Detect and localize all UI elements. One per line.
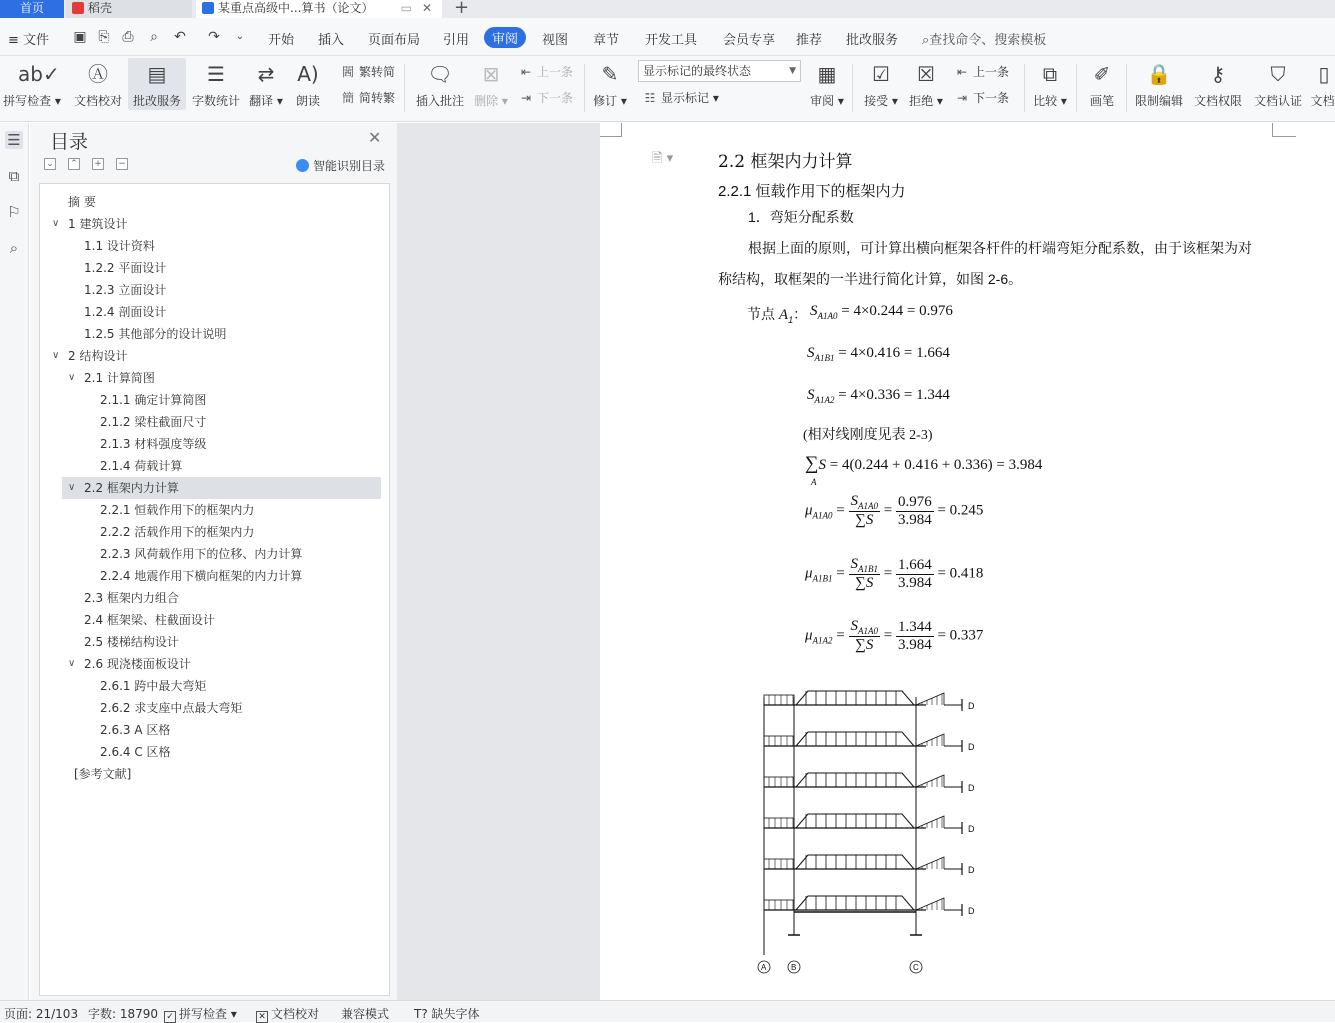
page-indicator[interactable]: 页面: 21/103 (4, 1007, 79, 1021)
close-tab-icon[interactable]: ✕ (421, 1, 432, 15)
smart-toc-button[interactable]: 智能识别目录 (296, 157, 385, 174)
chevron-down-icon[interactable]: ∨ (52, 350, 60, 361)
tab-home[interactable] (0, 0, 64, 18)
writer-doc-icon (202, 2, 214, 14)
toc-item-label: 2.1.1 确定计算简图 (100, 393, 207, 407)
status-spell-check[interactable]: ✓ 拼写检查 ▾ (164, 1005, 237, 1023)
proofread-icon: Ⓐ (88, 62, 108, 86)
toc-item-label: 1.2.3 立面设计 (84, 283, 167, 297)
separator (404, 64, 405, 112)
support-label: D (968, 906, 975, 916)
menu-chapter[interactable]: 章节 (593, 33, 620, 48)
next-change-button[interactable]: ⇥ 下一条 (954, 89, 1009, 106)
menu-page-layout[interactable]: 页面布局 (368, 33, 421, 48)
chevron-down-icon: ▼ (789, 66, 796, 76)
chevron-down-icon[interactable]: ∨ (68, 658, 76, 669)
accept-button[interactable]: ☑ 接受 ▾ (864, 62, 898, 108)
toc-item[interactable] (40, 675, 389, 697)
search-placeholder: 查找命令、搜索模板 (929, 33, 1047, 48)
cantilever-load (764, 695, 794, 705)
document-proof-button[interactable]: Ⓐ 文档校对 (73, 62, 122, 108)
checkbox-icon: ✓ (164, 1011, 176, 1023)
toc-item[interactable] (40, 653, 389, 675)
toc-item[interactable] (40, 455, 389, 477)
delete-comment-button[interactable]: ⊠ 删除 ▾ (474, 62, 508, 108)
menu-references[interactable]: 引用 (443, 33, 470, 48)
search-icon: ⌕ (922, 33, 930, 48)
toc-item[interactable] (40, 389, 389, 411)
toc-item[interactable] (40, 741, 389, 763)
axis-label: B (791, 963, 797, 972)
ribbon-toolbar (0, 56, 1335, 122)
paragraph-line: 根据上面的原则，可计算出横向框架各杆件的杆端弯矩分配系数，由于该框架为对 (748, 240, 1252, 256)
toc-item-label: 2.2.2 活载作用下的框架内力 (100, 525, 255, 539)
toc-item[interactable] (40, 609, 389, 631)
list-item-heading: 1．弯矩分配系数 (748, 209, 854, 225)
restrict-editing-button[interactable]: 🔒 限制编辑 (1134, 62, 1183, 108)
toc-item-label: 2.6.4 C 区格 (100, 745, 171, 759)
translate-button[interactable]: ⇄ 翻译 ▾ (249, 62, 283, 108)
tab-document[interactable] (196, 0, 442, 18)
toc-item-label: 1.2.2 平面设计 (84, 261, 167, 275)
toc-item-label: 2.2 框架内力计算 (84, 481, 179, 495)
toc-item[interactable] (40, 543, 389, 565)
crop-mark (600, 123, 622, 137)
bookmark-icon[interactable]: ⚐ (7, 203, 21, 221)
support-label: D (968, 865, 975, 875)
lock-doc-icon: 🔒 (1146, 62, 1172, 86)
tab-bar (0, 0, 1335, 18)
display-mode-select[interactable] (638, 60, 801, 82)
cantilever-load (764, 859, 794, 869)
chevron-down-icon[interactable]: ∨ (68, 372, 76, 383)
heading-2: 2.2 框架内力计算 (718, 152, 853, 172)
toc-item[interactable] (40, 213, 389, 235)
trad-to-simp-button[interactable]: 閪 繁转简 (341, 65, 396, 79)
tab-daoke[interactable] (66, 0, 192, 18)
toc-item-label: 2.6.1 跨中最大弯矩 (100, 679, 207, 693)
display-mode-value: 显示标记的最终状态 (643, 64, 752, 78)
toc-item[interactable] (40, 631, 389, 653)
document-certify-button[interactable]: ⛉ 文档认证 (1253, 62, 1302, 108)
compat-mode: 兼容模式 (341, 1007, 390, 1021)
menu-start[interactable]: 开始 (268, 33, 295, 48)
support-label: D (968, 742, 975, 752)
review-service-icon: ▤ (147, 62, 167, 86)
toc-item[interactable] (40, 697, 389, 719)
menu-view[interactable]: 视图 (542, 33, 569, 48)
stiffness-note: (相对线刚度见表 2-3) (803, 428, 933, 443)
cantilever-load (764, 777, 794, 787)
toc-item-label: 2.1.3 材料强度等级 (100, 437, 207, 451)
toc-item[interactable] (40, 763, 389, 785)
close-icon[interactable]: ✕ (368, 128, 382, 147)
pin-icon[interactable]: ▭ (400, 1, 412, 15)
review-pane-button[interactable]: ▦ 审阅 ▾ (810, 62, 844, 108)
triangular-load (916, 734, 944, 746)
side-icon-strip (0, 123, 29, 1000)
toc-item-label: [参考文献] (74, 767, 132, 781)
equation-mu2: $\mu_{A1B1}$ = $\frac{S_{A1B1}}{\sum S}$ = $\frac{1.664}{3.984}$ = 0.418 (805, 556, 984, 591)
separator (852, 64, 853, 112)
equation-s3: $S_{A1A2} = 4\times 0.336 = 1.344$ (807, 387, 950, 405)
compare-icon: ⧉ (1042, 62, 1058, 86)
menu-review-service[interactable]: 批改服务 (846, 33, 899, 48)
redo-icon[interactable]: ↷ (208, 29, 220, 45)
toc-item[interactable] (40, 433, 389, 455)
command-search[interactable] (922, 29, 1046, 48)
new-tab-icon[interactable]: + (454, 0, 470, 18)
node-label: 节点 $A_1$： (747, 306, 808, 325)
toc-item[interactable] (40, 719, 389, 741)
heading-3: 2.2.1 恒载作用下的框架内力 (718, 183, 906, 200)
review-pane-icon: ▦ (817, 62, 837, 86)
insert-comment-button[interactable]: 🗨 插入批注 (415, 62, 464, 108)
reject-icon: ☒ (917, 62, 935, 86)
toc-item[interactable] (40, 235, 389, 257)
toc-item[interactable] (40, 499, 389, 521)
toc-item-label: 2.1 计算简图 (84, 371, 155, 385)
equation-sum: ∑S = 4(0.244 + 0.416 + 0.336) = 3.984 A (805, 453, 1043, 487)
toc-item-label: 摘 要 (68, 195, 96, 209)
paragraph-line: 称结构，取框架的一半进行简化计算，如图 2-6。 (718, 271, 1023, 287)
crop-mark (1272, 123, 1296, 137)
toc-item-label: 2.3 框架内力组合 (84, 591, 179, 605)
status-bar (0, 1000, 1335, 1022)
toc-item-label: 1.1 设计资料 (84, 239, 155, 253)
toc-item-label: 2.1.4 荷载计算 (100, 459, 183, 473)
toc-item-label: 2.4 框架梁、柱截面设计 (84, 613, 215, 627)
track-changes-button[interactable]: ✎ 修订 ▾ (593, 62, 627, 108)
next-comment-icon: ⇥ (520, 91, 532, 105)
accept-icon: ☑ (872, 62, 890, 86)
print-icon[interactable]: ⎙ (122, 29, 134, 45)
toc-item[interactable] (40, 521, 389, 543)
support-label: D (968, 783, 975, 793)
simp-trad-icon: 簡 (341, 91, 354, 105)
chapter-nav-icon[interactable]: ⧉ (8, 167, 20, 185)
daoke-icon (72, 2, 84, 14)
equation-s1: $S_{A1A0} = 4\times 0.244 = 0.976$ (810, 303, 953, 321)
equation-mu1: $\mu_{A1A0}$ = $\frac{S_{A1A0}}{\sum S}$ = $\frac{0.976}{3.984}$ = 0.245 (805, 493, 984, 528)
equation-mu3: $\mu_{A1A2}$ = $\frac{S_{A1A0}}{\sum S}$ = $\frac{1.344}{3.984}$ = 0.337 (805, 618, 984, 653)
menu-file[interactable]: ≡ 文件 (8, 33, 50, 48)
triangular-load (916, 816, 944, 828)
prev-comment-icon: ⇤ (520, 65, 532, 79)
read-aloud-icon: A) (297, 62, 319, 86)
toc-item-label: 2.5 楼梯结构设计 (84, 635, 179, 649)
menu-review[interactable]: 审阅 (484, 27, 526, 48)
toc-item-label: 2.1.2 梁柱截面尺寸 (100, 415, 207, 429)
toc-item-label: 2.6.3 A 区格 (100, 723, 171, 737)
remove-level-icon[interactable]: − (116, 158, 128, 170)
support-label: D (968, 701, 975, 711)
toc-item-label: 2.2.1 恒载作用下的框架内力 (100, 503, 255, 517)
spell-check-button[interactable]: ab✓ 拼写检查 ▾ (3, 62, 61, 108)
find-icon[interactable]: ⌕ (9, 239, 19, 257)
frame-load-diagram (748, 685, 988, 985)
save-icon[interactable]: ▣ (73, 29, 87, 45)
cantilever-load (764, 818, 794, 828)
translate-icon: ⇄ (257, 62, 275, 86)
triangular-load (916, 693, 944, 705)
toc-item-label: 2.2.4 地震作用下横向框架的内力计算 (100, 569, 303, 583)
spell-check-icon: ab✓ (18, 62, 60, 86)
toc-item-label: 2.2.3 风荷载作用下的位移、内力计算 (100, 547, 303, 561)
document-page (600, 123, 1335, 1000)
read-aloud-button[interactable]: A) 朗读 (295, 62, 320, 108)
toc-item[interactable] (40, 191, 389, 213)
menu-bar (0, 18, 1335, 56)
pen-button[interactable]: ✐ 画笔 (1089, 62, 1114, 108)
axis-label: A (761, 963, 767, 972)
toc-title: 目录 (50, 131, 89, 153)
document-rights-button[interactable]: ⚷ 文档权限 (1193, 62, 1242, 108)
toc-item-label: 1.2.4 剖面设计 (84, 305, 167, 319)
separator (584, 64, 585, 112)
prev-change-icon: ⇤ (956, 65, 968, 79)
toc-item-label: 2.6.2 求支座中点最大弯矩 (100, 701, 243, 715)
triangular-load (916, 857, 944, 869)
toc-item[interactable] (40, 587, 389, 609)
chevron-down-icon[interactable]: ∨ (52, 218, 60, 229)
toc-item[interactable] (40, 345, 389, 367)
doc-certify-icon: ⛉ (1270, 62, 1286, 86)
word-count[interactable]: 字数: 18790 (88, 1007, 159, 1021)
expand-up-icon[interactable]: ⌃ (68, 158, 80, 170)
toc-item-label: 2.6 现浇楼面板设计 (84, 657, 191, 671)
compare-button[interactable]: ⧉ 比较 ▾ (1033, 62, 1067, 108)
more-document-button[interactable]: ▯ 文档 (1310, 58, 1335, 110)
next-comment-button[interactable]: ⇥ 下一条 (518, 89, 573, 106)
separator (1024, 64, 1025, 112)
pen-icon: ✐ (1093, 62, 1111, 86)
toc-item[interactable] (62, 477, 381, 499)
proof-icon: ✕ (256, 1011, 268, 1023)
cantilever-load (764, 900, 794, 910)
undo-icon[interactable]: ↶ (174, 29, 186, 45)
toc-item-label: 2 结构设计 (68, 349, 128, 363)
menu-developer[interactable]: 开发工具 (645, 33, 698, 48)
axis-label: C (913, 963, 919, 972)
show-marks-icon: ☷ (644, 91, 656, 105)
separator (1076, 64, 1077, 112)
cantilever-load (764, 736, 794, 746)
prev-comment-button[interactable]: ⇤ 上一条 (518, 63, 573, 80)
tab-home-label: 首页 (19, 1, 44, 15)
review-service-button[interactable]: ▤ 批改服务 (128, 58, 186, 110)
tab-document-label: 某重点高级中...算书（论文） (218, 1, 374, 15)
paragraph-menu-icon[interactable]: 🗎 ▾ (652, 151, 674, 166)
triangular-load (916, 898, 944, 910)
missing-font[interactable]: T? 缺失字体 (414, 1007, 480, 1021)
toc-item[interactable] (40, 301, 389, 323)
reject-button[interactable]: ☒ 拒绝 ▾ (909, 62, 943, 108)
doc-more-icon: ▯ (1318, 62, 1330, 86)
toc-panel (30, 123, 397, 1000)
add-level-icon[interactable]: + (92, 158, 104, 170)
comment-plus-icon: 🗨 (427, 62, 453, 86)
menu-insert[interactable]: 插入 (318, 33, 345, 48)
show-marks-button[interactable]: ☷ 显示标记 ▾ (642, 89, 719, 106)
menu-recommend[interactable]: 推荐 (796, 33, 823, 48)
toc-panel-icon[interactable]: ☰ (5, 131, 23, 149)
toc-list (39, 183, 390, 996)
doc-rights-icon: ⚷ (1210, 62, 1226, 86)
track-changes-icon: ✎ (601, 62, 619, 86)
word-count-icon: ☰ (207, 62, 225, 86)
menu-member[interactable]: 会员专享 (723, 33, 776, 48)
toc-item[interactable] (40, 257, 389, 279)
delete-comment-icon: ⊠ (482, 62, 500, 86)
chevron-down-icon[interactable]: ∨ (68, 482, 76, 493)
toc-item[interactable] (40, 279, 389, 301)
equation-s2: $S_{A1B1} = 4\times 0.416 = 1.664$ (807, 345, 950, 363)
triangular-load (916, 775, 944, 787)
collapse-all-icon[interactable]: ⌄ (44, 158, 56, 170)
document-area (397, 123, 1335, 1000)
font-icon: T? (414, 1007, 428, 1021)
status-proof[interactable]: ✕ 文档校对 (256, 1005, 319, 1023)
toc-item-label: 1 建筑设计 (68, 217, 128, 231)
customize-dropdown-icon[interactable]: ⌄ (235, 31, 245, 42)
print-preview-icon[interactable]: ⌕ (150, 29, 158, 45)
export-pdf-icon[interactable]: ⎘ (98, 29, 110, 45)
toc-item[interactable] (40, 323, 389, 345)
toc-item[interactable] (40, 565, 389, 587)
next-change-icon: ⇥ (956, 91, 968, 105)
trad-simp-icon: 閪 (341, 65, 354, 79)
smart-toc-icon (296, 159, 309, 172)
separator (1126, 64, 1127, 112)
prev-change-button[interactable]: ⇤ 上一条 (954, 63, 1009, 80)
toc-item-label: 1.2.5 其他部分的设计说明 (84, 327, 227, 341)
support-label: D (968, 824, 975, 834)
menu-file-label: 文件 (23, 33, 50, 48)
tab-daoke-label: 稻壳 (88, 1, 113, 15)
word-count-button[interactable]: ☰ 字数统计 (191, 62, 240, 108)
toc-item[interactable] (40, 367, 389, 389)
simp-to-trad-button[interactable]: 簡 简转繁 (341, 91, 396, 105)
toc-item[interactable] (40, 411, 389, 433)
